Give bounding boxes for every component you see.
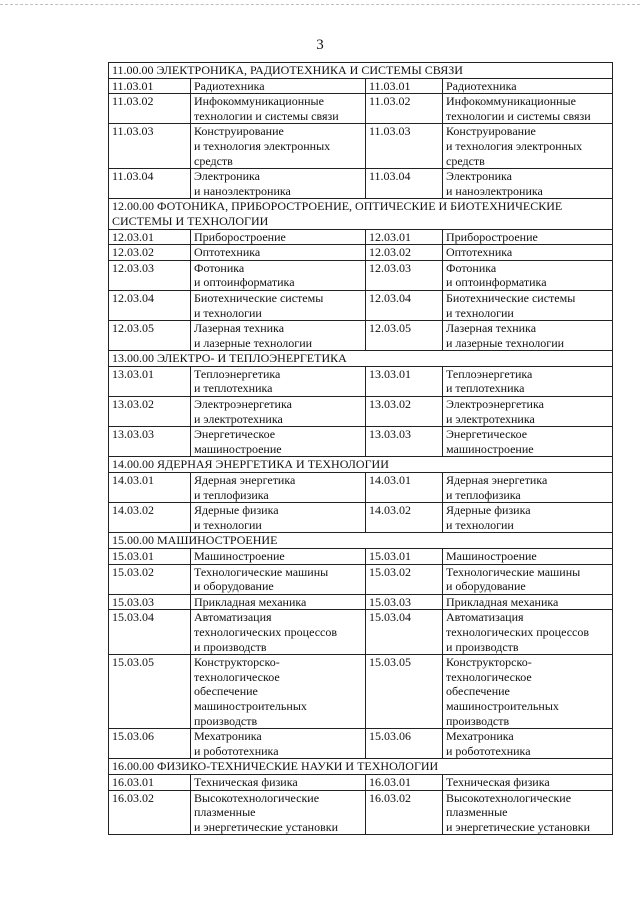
section-header-row (109, 351, 613, 367)
name-cell: Техническая физика (191, 774, 366, 790)
code-cell: 15.03.01 (366, 549, 443, 565)
name-cell: Конструкторско- технологическое обеспечение машиностроительных производств (443, 655, 613, 729)
code-cell: 11.03.04 (109, 169, 191, 199)
code-cell: 15.03.03 (366, 594, 443, 610)
scan-top-edge (0, 4, 640, 5)
name-cell: Теплоэнергетика и теплотехника (191, 366, 366, 396)
code-cell: 11.03.03 (366, 124, 443, 169)
section-title: 16.00.00 ФИЗИКО-ТЕХНИЧЕСКИЕ НАУКИ И ТЕХНОЛОГИИ (109, 759, 613, 775)
name-cell: Теплоэнергетика и теплотехника (443, 366, 613, 396)
code-cell: 15.03.05 (366, 655, 443, 729)
code-cell: 14.03.02 (109, 503, 191, 533)
section-title: 11.00.00 ЭЛЕКТРОНИКА, РАДИОТЕХНИКА И СИСТЕМЫ СВЯЗИ (109, 63, 613, 79)
code-cell: 12.03.04 (109, 290, 191, 320)
code-cell: 13.03.02 (109, 397, 191, 427)
table-row (109, 564, 613, 594)
name-cell: Радиотехника (443, 78, 613, 94)
code-cell: 15.03.04 (366, 610, 443, 655)
specialties-table (108, 62, 613, 835)
table-row (109, 366, 613, 396)
section-header-row (109, 533, 613, 549)
table-row (109, 260, 613, 290)
table-row (109, 78, 613, 94)
code-cell: 15.03.05 (109, 655, 191, 729)
section-title: 15.00.00 МАШИНОСТРОЕНИЕ (109, 533, 613, 549)
name-cell: Машиностроение (443, 549, 613, 565)
name-cell: Ядерные физика и технологии (443, 503, 613, 533)
name-cell: Электроэнергетика и электротехника (443, 397, 613, 427)
name-cell: Электроника и наноэлектроника (191, 169, 366, 199)
name-cell: Биотехнические системы и технологии (191, 290, 366, 320)
code-cell: 12.03.03 (366, 260, 443, 290)
name-cell: Прикладная механика (443, 594, 613, 610)
name-cell: Оптотехника (443, 245, 613, 261)
name-cell: Электроника и наноэлектроника (443, 169, 613, 199)
code-cell: 12.03.02 (109, 245, 191, 261)
code-cell: 13.03.03 (366, 427, 443, 457)
name-cell: Прикладная механика (191, 594, 366, 610)
name-cell: Инфокоммуникационные технологии и системы связи (191, 94, 366, 124)
specialties-table-body (109, 63, 613, 835)
page-number: 3 (316, 37, 324, 53)
section-title: 14.00.00 ЯДЕРНАЯ ЭНЕРГЕТИКА И ТЕХНОЛОГИИ (109, 457, 613, 473)
name-cell: Высокотехнологические плазменные и энергетические установки (443, 790, 613, 835)
name-cell: Фотоника и оптоинформатика (191, 260, 366, 290)
code-cell: 12.03.02 (366, 245, 443, 261)
name-cell: Мехатроника и робототехника (443, 729, 613, 759)
section-title: 13.00.00 ЭЛЕКТРО- И ТЕПЛОЭНЕРГЕТИКА (109, 351, 613, 367)
name-cell: Ядерная энергетика и теплофизика (191, 473, 366, 503)
table-row (109, 321, 613, 351)
name-cell: Конструкторско- технологическое обеспечение машиностроительных производств (191, 655, 366, 729)
table-row (109, 397, 613, 427)
code-cell: 16.03.01 (109, 774, 191, 790)
name-cell: Технологические машины и оборудование (191, 564, 366, 594)
name-cell: Машиностроение (191, 549, 366, 565)
code-cell: 11.03.01 (366, 78, 443, 94)
section-header-row (109, 199, 613, 229)
code-cell: 12.03.01 (109, 229, 191, 245)
table-row (109, 94, 613, 124)
table-row (109, 229, 613, 245)
table-row (109, 610, 613, 655)
name-cell: Конструирование и технология электронных средств (191, 124, 366, 169)
name-cell: Приборостроение (191, 229, 366, 245)
table-row (109, 774, 613, 790)
table-row (109, 790, 613, 835)
code-cell: 16.03.01 (366, 774, 443, 790)
name-cell: Приборостроение (443, 229, 613, 245)
name-cell: Технологические машины и оборудование (443, 564, 613, 594)
name-cell: Энергетическое машиностроение (191, 427, 366, 457)
code-cell: 15.03.06 (366, 729, 443, 759)
name-cell: Биотехнические системы и технологии (443, 290, 613, 320)
code-cell: 15.03.03 (109, 594, 191, 610)
section-header-row (109, 759, 613, 775)
code-cell: 13.03.01 (366, 366, 443, 396)
code-cell: 15.03.06 (109, 729, 191, 759)
table-row (109, 655, 613, 729)
name-cell: Мехатроника и робототехника (191, 729, 366, 759)
code-cell: 15.03.01 (109, 549, 191, 565)
name-cell: Ядерные физика и технологии (191, 503, 366, 533)
name-cell: Высокотехнологические плазменные и энергетические установки (191, 790, 366, 835)
table-row (109, 290, 613, 320)
name-cell: Лазерная техника и лазерные технологии (191, 321, 366, 351)
code-cell: 15.03.02 (366, 564, 443, 594)
code-cell: 13.03.03 (109, 427, 191, 457)
name-cell: Техническая физика (443, 774, 613, 790)
section-header-row (109, 457, 613, 473)
name-cell: Оптотехника (191, 245, 366, 261)
table-row (109, 427, 613, 457)
code-cell: 13.03.01 (109, 366, 191, 396)
code-cell: 11.03.03 (109, 124, 191, 169)
code-cell: 16.03.02 (366, 790, 443, 835)
code-cell: 13.03.02 (366, 397, 443, 427)
table-row (109, 124, 613, 169)
code-cell: 12.03.03 (109, 260, 191, 290)
code-cell: 14.03.02 (366, 503, 443, 533)
code-cell: 11.03.04 (366, 169, 443, 199)
section-header-row (109, 63, 613, 79)
table-row (109, 169, 613, 199)
code-cell: 16.03.02 (109, 790, 191, 835)
table-row (109, 549, 613, 565)
table-row (109, 594, 613, 610)
code-cell: 12.03.04 (366, 290, 443, 320)
name-cell: Конструирование и технология электронных средств (443, 124, 613, 169)
code-cell: 11.03.01 (109, 78, 191, 94)
table-row (109, 245, 613, 261)
table-row (109, 729, 613, 759)
code-cell: 11.03.02 (366, 94, 443, 124)
name-cell: Ядерная энергетика и теплофизика (443, 473, 613, 503)
name-cell: Автоматизация технологических процессов и производств (191, 610, 366, 655)
code-cell: 14.03.01 (109, 473, 191, 503)
name-cell: Энергетическое машиностроение (443, 427, 613, 457)
name-cell: Электроэнергетика и электротехника (191, 397, 366, 427)
name-cell: Фотоника и оптоинформатика (443, 260, 613, 290)
code-cell: 12.03.01 (366, 229, 443, 245)
name-cell: Лазерная техника и лазерные технологии (443, 321, 613, 351)
code-cell: 15.03.04 (109, 610, 191, 655)
code-cell: 12.03.05 (366, 321, 443, 351)
code-cell: 12.03.05 (109, 321, 191, 351)
code-cell: 15.03.02 (109, 564, 191, 594)
name-cell: Инфокоммуникационные технологии и системы связи (443, 94, 613, 124)
section-title: 12.00.00 ФОТОНИКА, ПРИБОРОСТРОЕНИЕ, ОПТИЧЕСКИЕ И БИОТЕХНИЧЕСКИЕ СИСТЕМЫ И ТЕХНОЛОГИИ (109, 199, 613, 229)
code-cell: 14.03.01 (366, 473, 443, 503)
name-cell: Автоматизация технологических процессов и производств (443, 610, 613, 655)
table-row (109, 503, 613, 533)
table-row (109, 473, 613, 503)
name-cell: Радиотехника (191, 78, 366, 94)
code-cell: 11.03.02 (109, 94, 191, 124)
